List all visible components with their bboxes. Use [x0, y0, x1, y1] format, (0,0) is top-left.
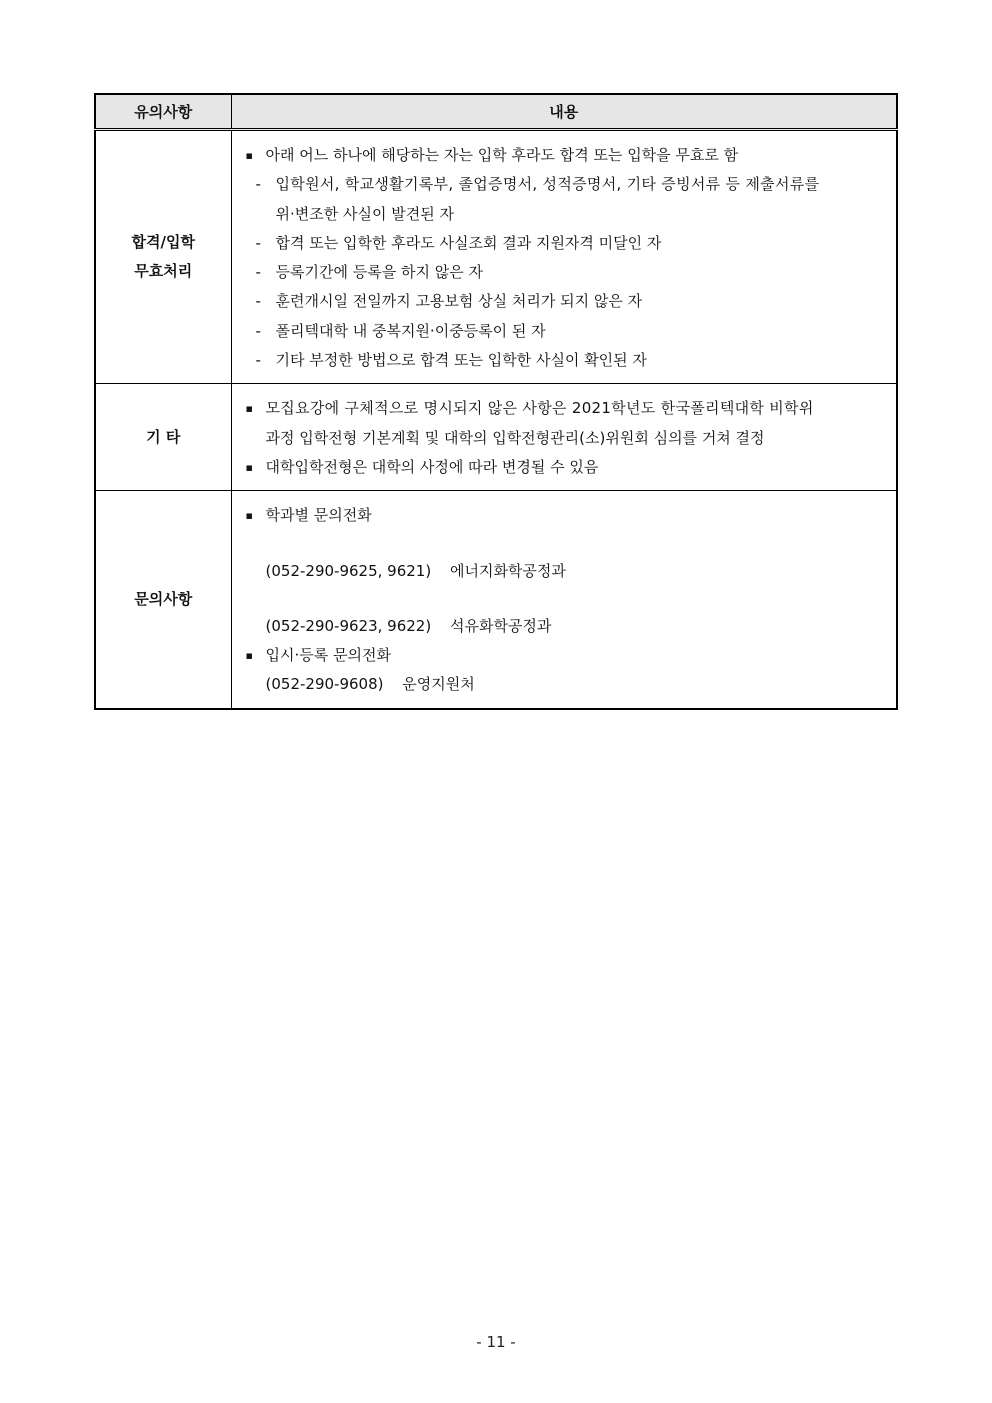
label-inquiry: 문의사항: [95, 491, 231, 709]
phone-number: (052-290-9608): [265, 675, 384, 694]
bullet-icon: ▪: [245, 402, 254, 416]
dash-icon: -: [255, 351, 261, 370]
dash-text: 폴리텍대학 내 중복지원·이중등록이 된 자: [275, 321, 546, 340]
dash-icon: -: [255, 175, 262, 194]
dash-text: 기타 부정한 방법으로 합격 또는 입학한 사실이 확인된 자: [275, 351, 647, 370]
department-name: 에너지화학공정과: [449, 561, 566, 580]
header-notice: 유의사항: [95, 94, 231, 130]
content-cancel: [231, 130, 897, 384]
content-etc: [231, 384, 897, 491]
contact-line: [246, 670, 887, 699]
contact-line: [246, 557, 887, 586]
dash-text: 합격 또는 입학한 후라도 사실조회 결과 지원자격 미달인 자: [275, 233, 662, 252]
list-item: [246, 229, 887, 258]
label-etc: 기 타: [95, 384, 231, 491]
content-inquiry: [231, 491, 897, 709]
table-row-etc: [95, 384, 897, 491]
list-item: [246, 641, 887, 670]
contact-line: [246, 612, 887, 641]
table-row-inquiry: [95, 491, 897, 709]
list-item-continued: 위·변조한 사실이 발견된 자: [275, 204, 454, 223]
dash-icon: -: [255, 321, 261, 340]
department-name: 석유화학공정과: [449, 616, 552, 635]
list-item-continued: 과정 입학전형 기본계획 및 대학의 입학전형관리(소)위원회 심의를 거쳐 결정: [265, 428, 765, 447]
bullet-icon: ▪: [245, 460, 253, 474]
header-content: 내용: [231, 94, 897, 130]
list-item: [246, 287, 887, 316]
dash-text: 등록기간에 등록을 하지 않은 자: [275, 263, 483, 282]
bullet-icon: ▪: [245, 149, 253, 162]
department-name: 운영지원처: [402, 675, 475, 694]
list-item: [246, 258, 887, 287]
list-item: [246, 346, 887, 375]
list-item: [246, 317, 887, 346]
dash-icon: -: [255, 292, 261, 311]
label-cancel: [95, 130, 231, 384]
table-header-row: [95, 94, 897, 130]
bullet-text: 모집요강에 구체적으로 명시되지 않은 사항은 2021학년도 한국폴리텍대학 비학위: [265, 399, 814, 418]
bullet-text: 아래 어느 하나에 해당하는 자는 입학 후라도 합격 또는 입학을 무효로 함: [265, 146, 739, 164]
label-cancel-line2: 무효처리: [134, 262, 193, 281]
dash-icon: -: [255, 233, 261, 252]
bullet-icon: ▪: [245, 649, 253, 663]
dash-text: 훈련개시일 전일까지 고용보험 상실 처리가 되지 않은 자: [275, 292, 643, 311]
list-item: [246, 501, 887, 530]
phone-number: (052-290-9625, 9621): [265, 561, 432, 580]
bullet-text: 학과별 문의전화: [265, 506, 372, 525]
bullet-text: 대학입학전형은 대학의 사정에 따라 변경될 수 있음: [265, 457, 599, 476]
list-item: [246, 394, 887, 423]
list-item: [246, 141, 887, 170]
bullet-icon: ▪: [245, 509, 253, 523]
phone-number: (052-290-9623, 9622): [265, 616, 432, 635]
bullet-text: 입시·등록 문의전화: [265, 646, 391, 665]
list-item: [246, 453, 887, 482]
label-cancel-line1: 합격/입학: [131, 233, 195, 252]
table-row-cancel: [95, 130, 897, 384]
list-item: [246, 170, 887, 199]
page-number: - 11 -: [476, 1333, 516, 1351]
dash-text: 입학원서, 학교생활기록부, 졸업증명서, 성적증명서, 기타 증빙서류 등 제출서류를: [275, 175, 820, 194]
dash-icon: -: [255, 263, 261, 282]
notice-table: [94, 93, 898, 710]
